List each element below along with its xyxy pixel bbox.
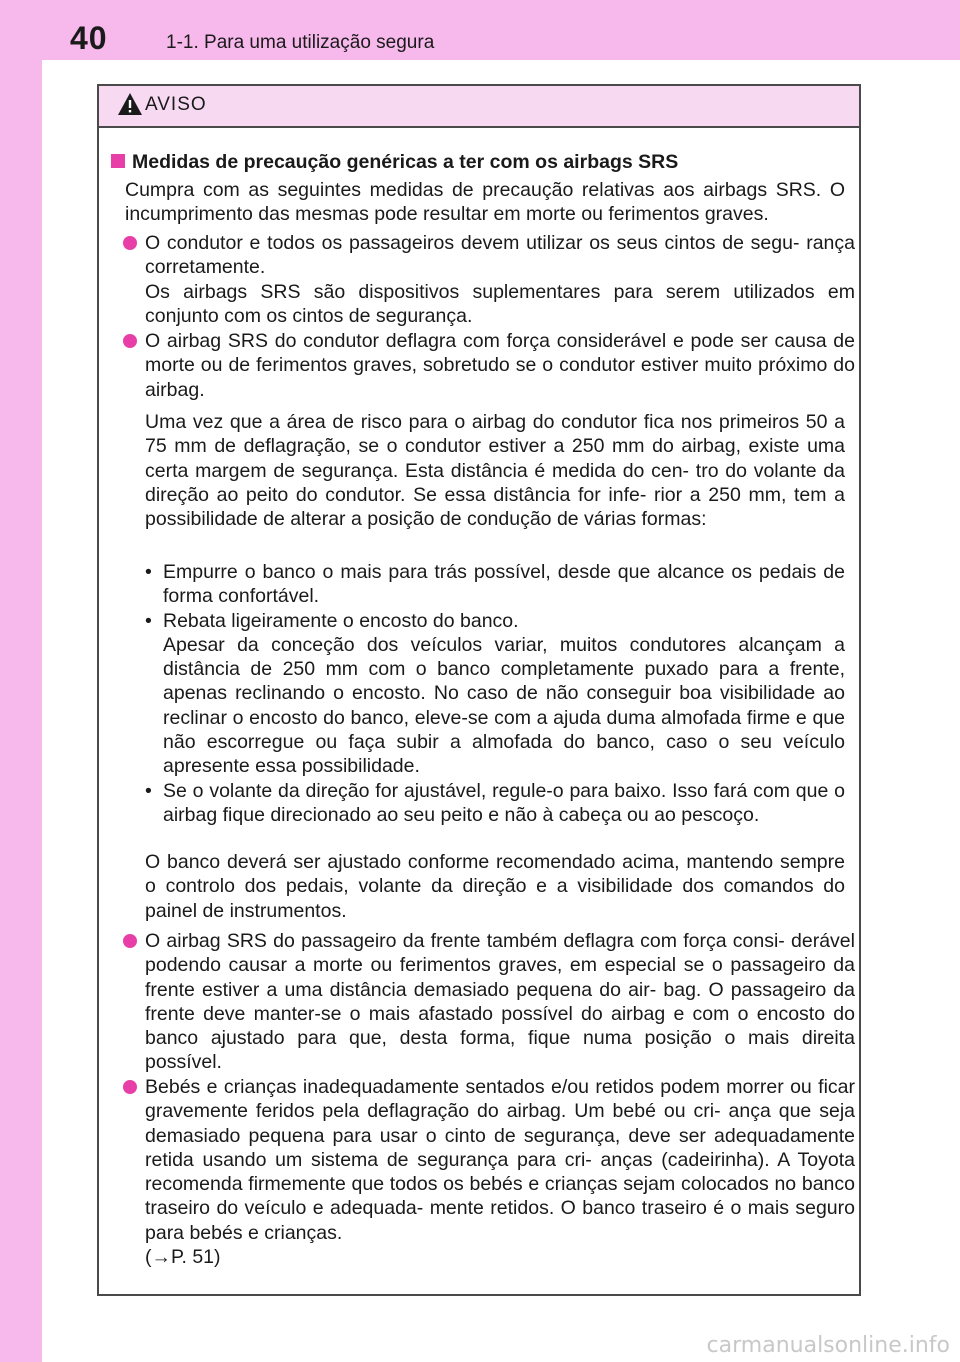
warning-heading-text: Medidas de precaução genéricas a ter com os airbags SRS [132,151,679,173]
list-item [145,560,845,609]
warning-label: AVISO [145,94,207,115]
bullet-2-conclusion: O banco deverá ser ajustado conforme recomendado acima, mantendo sempre o controlo dos pedais, volante da direção e a visibilidade dos comandos do painel de instrumentos. [145,851,845,922]
circle-bullet-icon [123,1080,137,1094]
bullet-2-detail: Uma vez que a área de risco para o airbag do condutor fica nos primeiros 50 a 75 mm de deflagração, se o condutor estiver a 250 mm do airbag, existe uma certa margem de segurança. Esta distância é medida do cen- tro do volante da direção ao peito do condutor. Se essa distância for infe- rior a 250 mm, tem a possibilidade de alterar a posição de condução de várias formas: [145,411,845,531]
bullet-1-note: Os airbags SRS são dispositivos suplementares para serem utilizados em conjunto com os cintos de segurança. [145,280,855,327]
bullet-4 [145,1075,855,1269]
bullet-4-text: Bebés e crianças inadequadamente sentados e/ou retidos podem morrer ou ficar gravemente feridos pela deflagração do airbag. Um bebé ou cri- ança que seja demasiado pequena para usar o cinto de segurança, deve ser adequadamente retida usando um sistema de segurança para cri- anças (cadeirinha). A Toyota recomenda firmemente que todos os bebés e crianças sejam colocados no banco traseiro do veículo e adequada- mente retidos. O banco traseiro é o mais seguro para bebés e crianças. [145,1076,855,1244]
list-item-note: Apesar da conceção dos veículos variar, muitos condutores alcançam a distância de 250 mm com o banco completamente puxado para a frente, apenas reclinando o encosto. No caso de não conseguir boa visibilidade ao reclinar o encosto do banco, eleve-se com a ajuda duma almofada firme e que não escorregue ou faça subir a almofada do banco, caso o seu veículo apresente essa possibilidade. [163,633,845,778]
circle-bullet-icon [123,334,137,348]
dot-bullet-icon: • [145,561,152,583]
list-item-text: Rebata ligeiramente o encosto do banco. [163,609,519,632]
page-reference-link[interactable]: (→P. 51) [145,1246,221,1269]
bullet-1-text: O condutor e todos os passageiros devem utilizar os seus cintos de segu- rança corretamente. [145,232,855,279]
warning-heading [111,150,678,174]
list-item-text: Empurre o banco o mais para trás possível, desde que alcance os pedais de forma confortável. [163,561,845,608]
position-options-list [145,560,845,827]
bullet-2: O airbag SRS do condutor deflagra com força considerável e pode ser causa de morte ou de ferimentos graves, sobretudo se o condutor estiver muito próximo do airbag. [145,330,855,401]
circle-bullet-icon [123,236,137,250]
dot-bullet-icon: • [145,779,152,802]
list-item-text: Se o volante da direção for ajustável, regule-o para baixo. Isso fará com que o airbag fique direcionado ao seu peito e não à cabeça ou ao pescoço. [163,779,845,826]
bullet-1 [145,231,855,328]
bullet-3: O airbag SRS do passageiro da frente também deflagra com força consi- derável podendo causar a morte ou ferimentos graves, em especial se o passageiro da frente estiver a uma distância demasiado pequena do air- bag. O passageiro da frente deve manter-se o mais afastado possível do airbag e com o encosto do banco ajustado para que, desta forma, fique numa posição o mais direita possível. [145,930,855,1074]
header-band [0,0,960,60]
section-title: 1-1. Para uma utilização segura [166,32,435,53]
warning-box [97,84,861,1296]
dot-bullet-icon: • [145,609,152,632]
page-number: 40 [70,20,108,56]
circle-bullet-icon [123,934,137,948]
watermark: carmanualsonline.info [706,1333,950,1358]
list-item [145,779,845,828]
page-edge-strip [0,0,42,1362]
list-item [145,609,845,633]
warning-header [99,86,859,128]
intro-paragraph: Cumpra com as seguintes medidas de precaução relativas aos airbags SRS. O incumprimento das mesmas pode resultar em morte ou ferimentos graves. [125,179,845,226]
warning-content [99,128,859,1294]
square-bullet-icon [111,154,125,168]
warning-triangle-icon [117,92,143,116]
